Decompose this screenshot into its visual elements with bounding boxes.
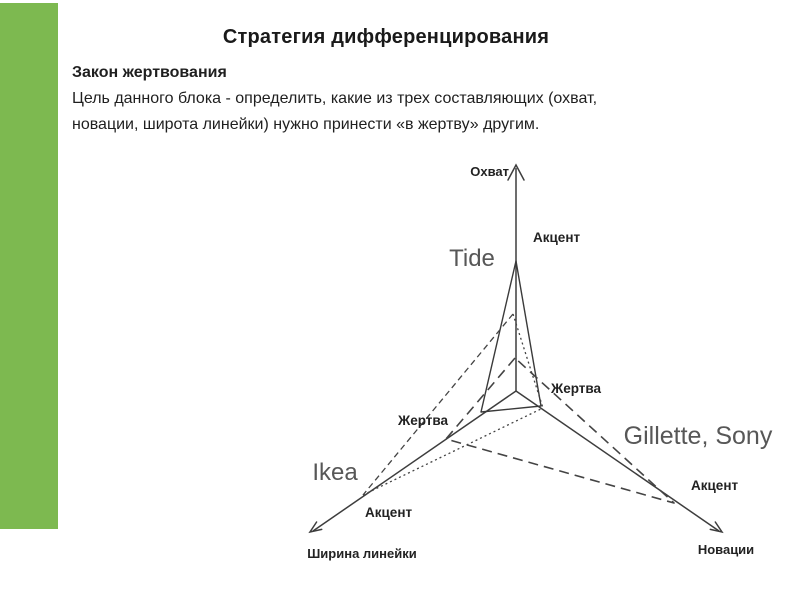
- sacrifice-label-left: Жертва: [398, 413, 449, 428]
- section-heading: Закон жертвования: [72, 64, 227, 81]
- axis-label-line-width: Ширина линейки: [307, 546, 417, 561]
- body-line-2: новации, широта линейки) нужно принести «в жертву» другим.: [72, 116, 540, 133]
- accent-label-bottom-right: Акцент: [691, 478, 739, 493]
- accent-label-top: Акцент: [533, 230, 581, 245]
- body-line-1: Цель данного блока - определить, какие из трех составляющих (охват,: [72, 90, 598, 107]
- brand-label-gillette-sony: Gillette, Sony: [623, 422, 773, 450]
- brand-label-ikea: Ikea: [312, 459, 358, 486]
- axis-innovation-line: [516, 391, 719, 531]
- ikea-triangle-side-up: [363, 314, 513, 495]
- axis-label-innovation: Новации: [697, 542, 755, 557]
- axis-label-coverage: Охват: [470, 164, 509, 179]
- sacrifice-label-right: Жертва: [551, 381, 602, 396]
- ikea-triangle-side-bottom: [363, 408, 543, 495]
- slide-title: Стратегия дифференцирования: [222, 26, 550, 48]
- brand-label-tide: Tide: [449, 245, 495, 272]
- accent-label-bottom-left: Акцент: [365, 505, 413, 520]
- tide-triangle: [481, 261, 541, 412]
